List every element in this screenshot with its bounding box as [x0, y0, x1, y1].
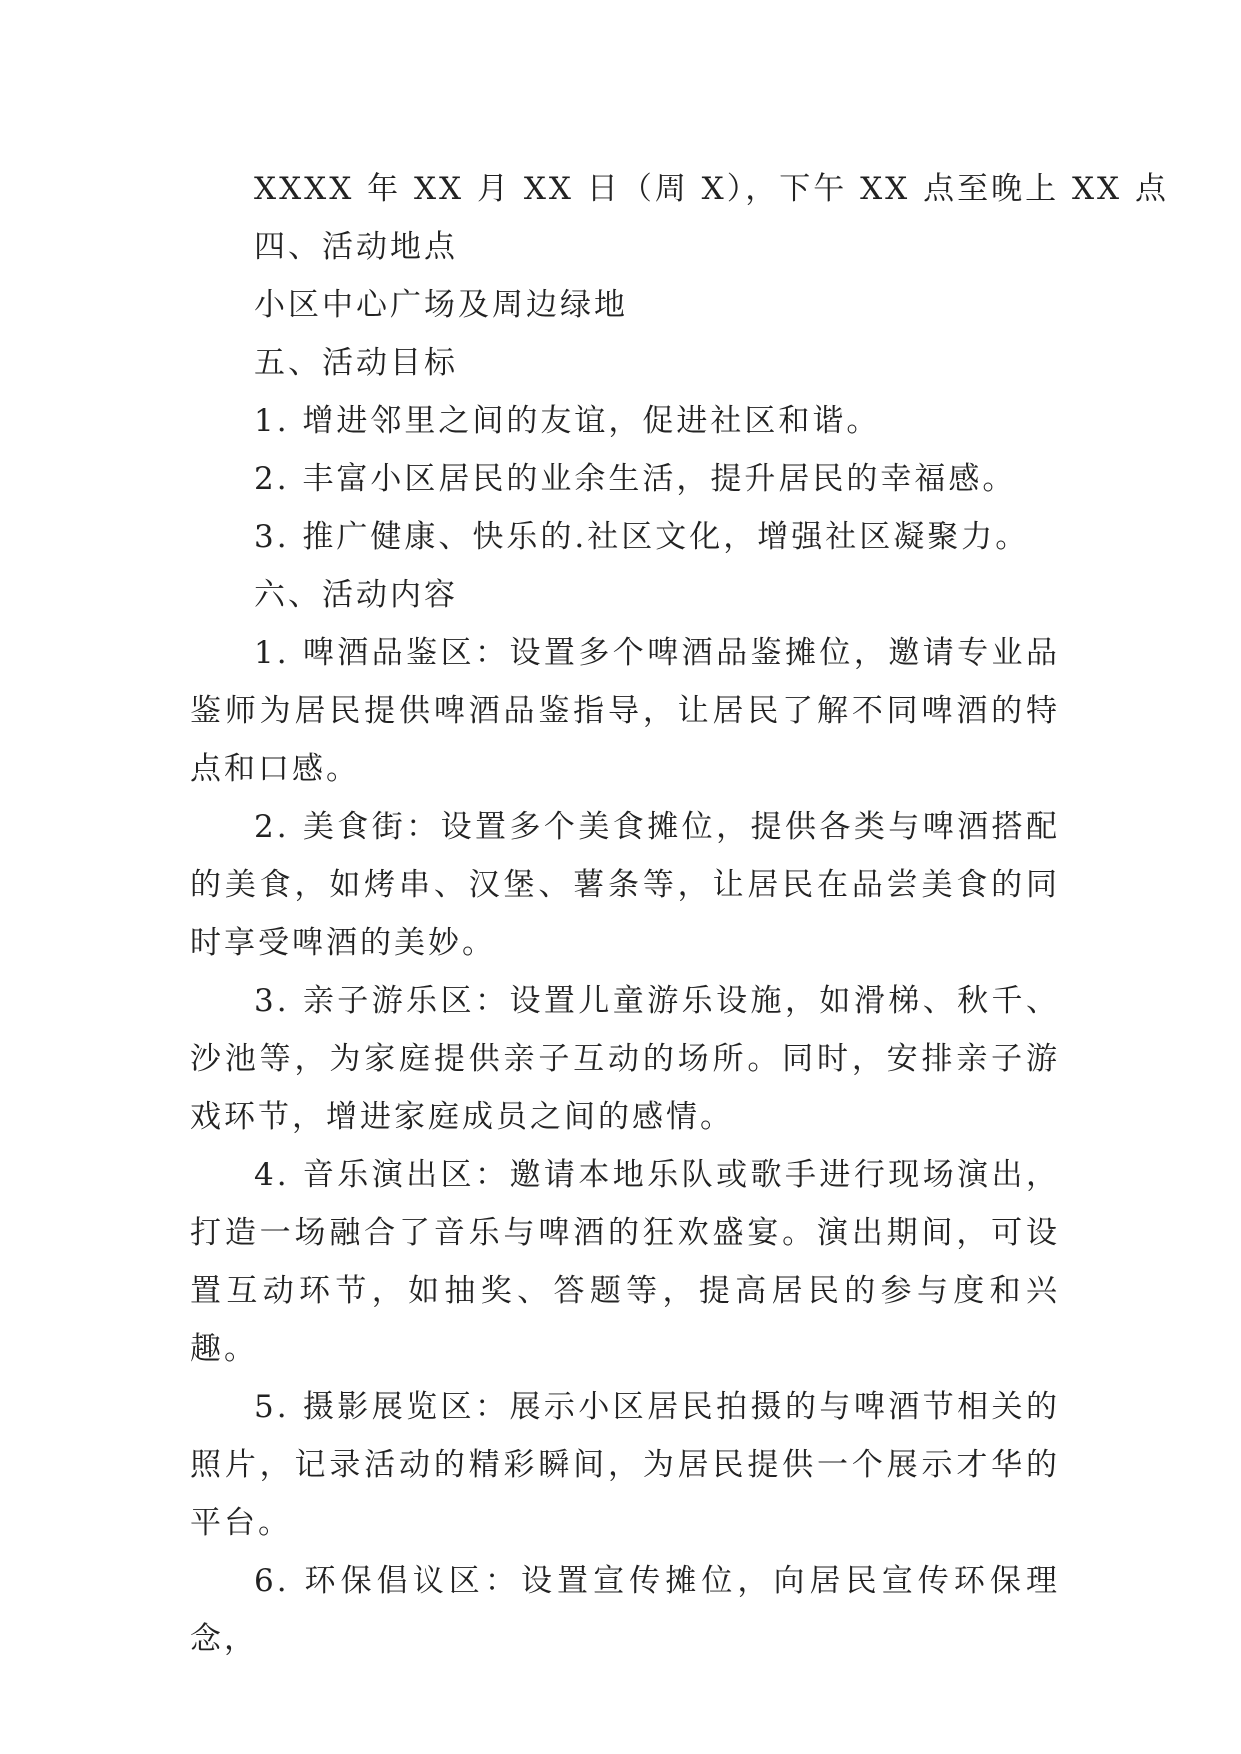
- content-item-1: 1. 啤酒品鉴区：设置多个啤酒品鉴摊位，邀请专业品鉴师为居民提供啤酒品鉴指导，让居民了解不同啤酒的特点和口感。: [190, 635, 1060, 787]
- goal-item-3: 3. 推广健康、快乐的.社区文化，增强社区凝聚力。: [254, 519, 1030, 555]
- content-item-3: 3. 亲子游乐区：设置儿童游乐设施，如滑梯、秋千、沙池等，为家庭提供亲子互动的场所。同时，安排亲子游戏环节，增进家庭成员之间的感情。: [190, 983, 1060, 1135]
- content-item-6: 6. 环保倡议区：设置宣传摊位，向居民宣传环保理念，: [190, 1563, 1060, 1657]
- section-heading-goals: 五、活动目标: [254, 345, 458, 381]
- goal-item-1: 1. 增进邻里之间的友谊，促进社区和谐。: [254, 403, 881, 439]
- event-location-text: 小区中心广场及周边绿地: [254, 287, 628, 323]
- goal-item-2: 2. 丰富小区居民的业余生活，提升居民的幸福感。: [254, 461, 1017, 497]
- section-heading-content: 六、活动内容: [254, 577, 458, 613]
- content-item-2: 2. 美食街：设置多个美食摊位，提供各类与啤酒搭配的美食，如烤串、汉堡、薯条等，让居民在品尝美食的同时享受啤酒的美妙。: [190, 809, 1060, 961]
- section-heading-location: 四、活动地点: [254, 229, 458, 265]
- document-body: [190, 160, 1169, 1668]
- event-time-text: XXXX 年 XX 月 XX 日（周 X），下午 XX 点至晚上 XX 点: [254, 171, 1169, 207]
- content-item-4: 4. 音乐演出区：邀请本地乐队或歌手进行现场演出，打造一场融合了音乐与啤酒的狂欢盛宴。演出期间，可设置互动环节，如抽奖、答题等，提高居民的参与度和兴趣。: [190, 1157, 1060, 1367]
- content-item-5: 5. 摄影展览区：展示小区居民拍摄的与啤酒节相关的照片，记录活动的精彩瞬间，为居民提供一个展示才华的平台。: [190, 1389, 1060, 1541]
